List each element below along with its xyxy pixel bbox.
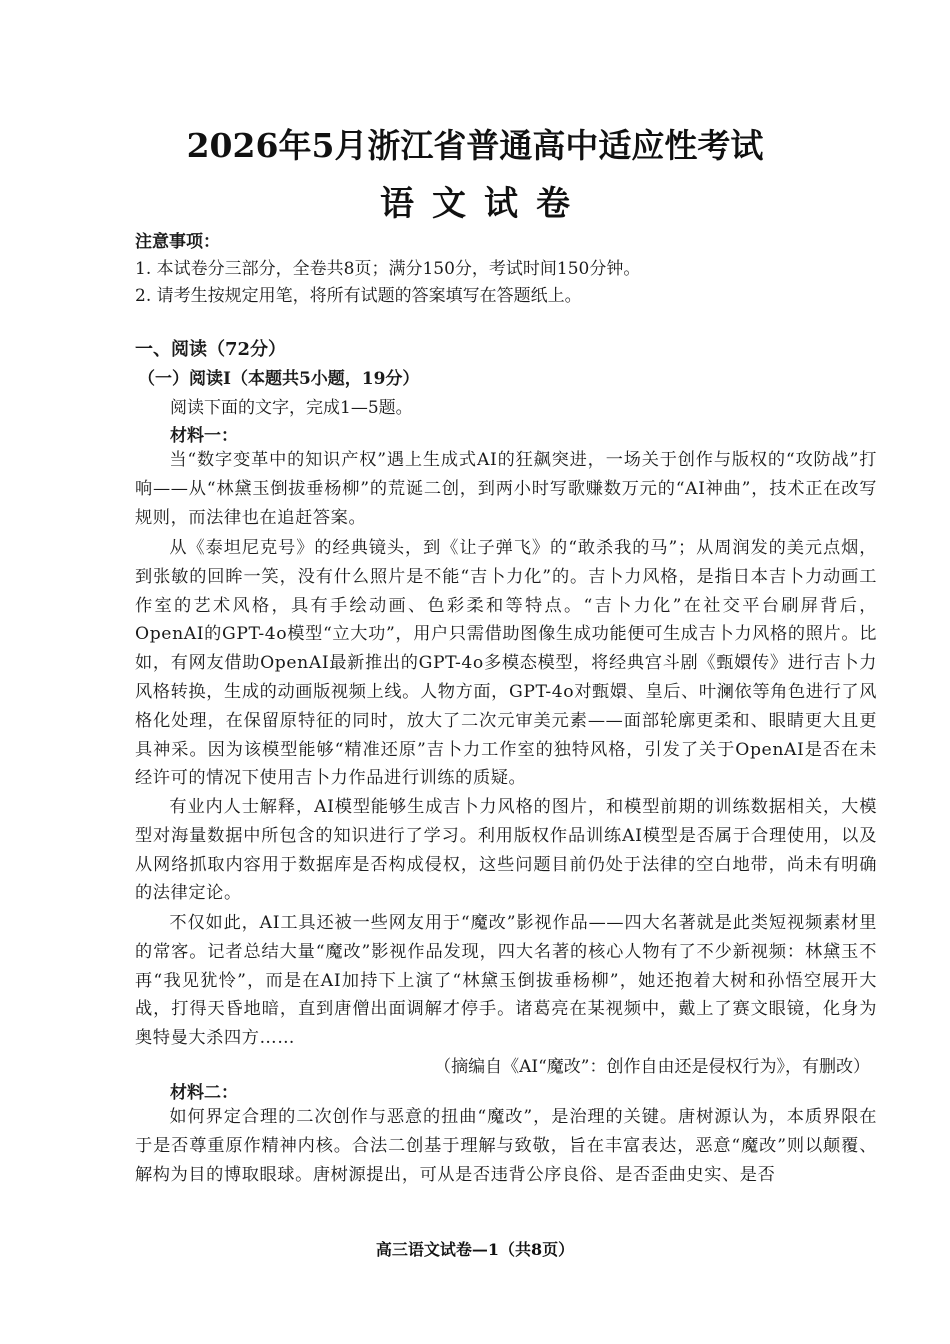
material-1-source: （摘编自《AI“魔改”：创作自由还是侵权行为》，有删改） <box>434 1057 870 1077</box>
exam-title: 2026年5月浙江省普通高中适应性考试 <box>186 126 764 165</box>
material-1-label: 材料一： <box>170 426 238 446</box>
exam-subtitle: 语文试卷 <box>380 184 588 224</box>
material-2-paragraph-1: 如何界定合理的二次创作与恶意的扭曲“魔改”，是治理的关键。唐树源认为，本质界限在于是否尊重原作精神内核。合法二创基于理解与致敬，旨在丰富表达，恶意“魔改”则以颠覆、解构为目的博取眼球。唐树源提出，可从是否违背公序良俗、是否歪曲史实、是否 <box>135 1107 877 1185</box>
notice-item-2: 2. 请考生按规定用笔，将所有试题的答案填写在答题纸上。 <box>135 286 582 306</box>
notice-item-1: 1. 本试卷分三部分，全卷共8页；满分150分，考试时间150分钟。 <box>135 259 641 279</box>
material-1-paragraph-3: 有业内人士解释，AI模型能够生成吉卜力风格的图片，和模型前期的训练数据相关，大模型对海量数据中所包含的知识进行了学习。利用版权作品训练AI模型是否属于合理使用，以及从网络抓取内容用于数据库是否构成侵权，这些问题目前仍处于法律的空白地带，尚未有明确的法律定论。 <box>135 797 877 904</box>
material-1-paragraph-4: 不仅如此，AI工具还被一些网友用于“魔改”影视作品——四大名著就是此类短视频素材里的常客。记者总结大量“魔改”影视作品发现，四大名著的核心人物有了不少新视频：林黛玉不再“我见犹怜”，而是在AI加持下上演了“林黛玉倒拔垂杨柳”，她还抱着大树和孙悟空展开大战，打得天昏地暗，直到唐僧出面调解才停手。诸葛亮在某视频中，戴上了赛文眼镜，化身为奥特曼大杀四方…… <box>135 913 877 1049</box>
material-1-paragraph-2: 从《泰坦尼克号》的经典镜头，到《让子弹飞》的“敢杀我的马”；从周润发的美元点烟，到张敏的回眸一笑，没有什么照片是不能“吉卜力化”的。吉卜力风格，是指日本吉卜力动画工作室的艺术风格，具有手绘动画、色彩柔和等特点。“吉卜力化”在社交平台刷屏背后，OpenAI的GPT-4o模型“立大功”，用户只需借助图像生成功能便可生成吉卜力风格的照片。比如，有网友借助OpenAI最新推出的GPT-4o多模态模型，将经典宫斗剧《甄嬛传》进行吉卜力风格转换，生成的动画版视频上线。人物方面，GPT-4o对甄嬛、皇后、叶澜依等角色进行了风格化处理，在保留原特征的同时，放大了二次元审美元素——面部轮廓更柔和、眼睛更大且更具神采。因为该模型能够“精准还原”吉卜力工作室的独特风格，引发了关于OpenAI是否在未经许可的情况下使用吉卜力作品进行训练的质疑。 <box>135 538 877 789</box>
material-1-paragraph-1: 当“数字变革中的知识产权”遇上生成式AI的狂飙突进，一场关于创作与版权的“攻防战”打响——从“林黛玉倒拔垂杨柳”的荒诞二创，到两小时写歌赚数万元的“AI神曲”，技术正在改写规则，而法律也在追赶答案。 <box>135 450 877 528</box>
page-footer: 高三语文试卷—1（共8页） <box>375 1240 575 1259</box>
reading-instruction: 阅读下面的文字，完成1—5题。 <box>170 398 413 418</box>
section-heading: 一、阅读（72分） <box>135 339 287 360</box>
sub-section-heading: （一）阅读Ⅰ（本题共5小题，19分） <box>138 369 420 389</box>
notice-heading: 注意事项： <box>135 232 220 252</box>
material-2-label: 材料二： <box>170 1083 238 1103</box>
